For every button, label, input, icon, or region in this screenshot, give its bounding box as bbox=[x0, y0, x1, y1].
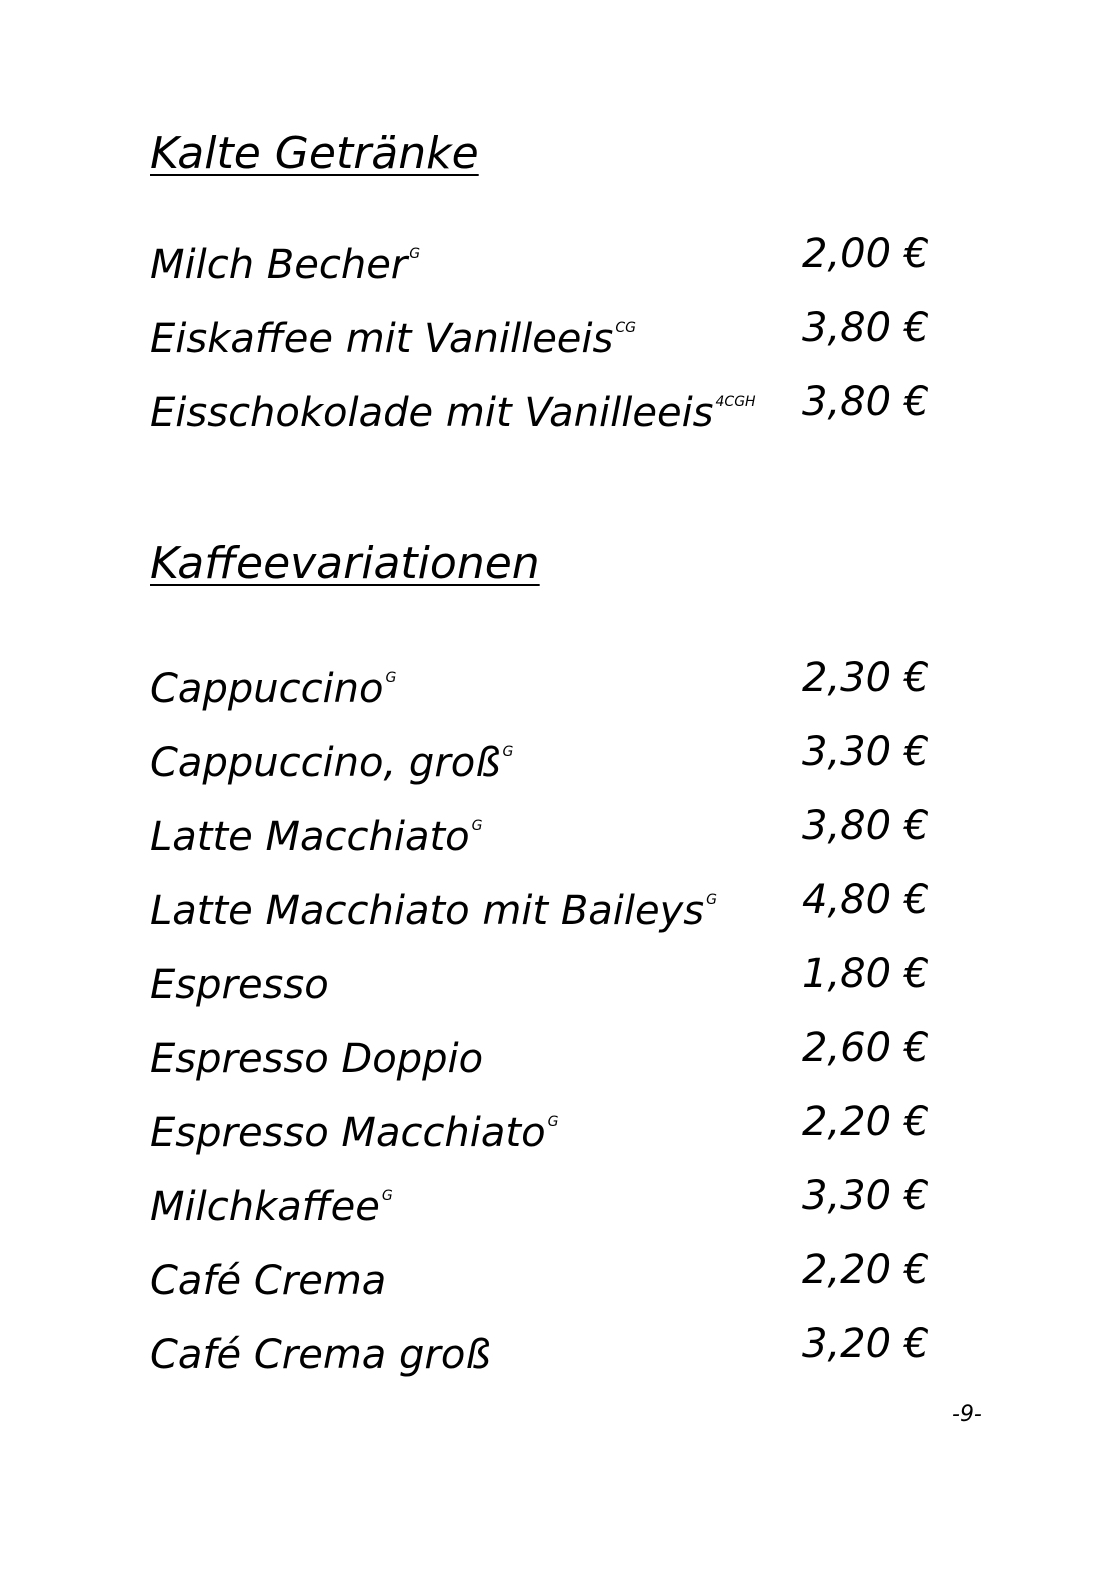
menu-item-name: Eiskaffee mit Vanilleeis $^{CG}$ bbox=[150, 316, 636, 362]
menu-item bbox=[150, 946, 962, 1008]
menu-item bbox=[150, 1168, 962, 1230]
menu-item bbox=[150, 1242, 962, 1304]
menu-item bbox=[150, 226, 962, 288]
menu-item-name: Café Crema bbox=[150, 1258, 387, 1304]
allergen-codes: G bbox=[471, 818, 483, 834]
menu-item-price: 3,30 € bbox=[802, 729, 930, 775]
menu-item bbox=[150, 724, 962, 786]
menu-item bbox=[150, 1316, 962, 1378]
menu-item-price: 4,80 € bbox=[802, 877, 930, 923]
menu-item bbox=[150, 300, 962, 362]
allergen-codes: G bbox=[547, 1114, 559, 1130]
allergen-codes: 4CGH bbox=[715, 394, 756, 410]
menu-item-price: 2,20 € bbox=[802, 1247, 930, 1293]
page-number: -9- bbox=[952, 1402, 982, 1427]
menu-item-price: 2,00 € bbox=[802, 231, 930, 277]
menu-item bbox=[150, 650, 962, 712]
menu-item bbox=[150, 374, 962, 436]
menu-item-name: Milchkaffee $^G$ bbox=[150, 1184, 393, 1230]
section-title-kaffeevariationen: Kaffeevariationen bbox=[150, 538, 540, 589]
menu-item-price: 3,80 € bbox=[802, 379, 930, 425]
allergen-codes: CG bbox=[615, 320, 636, 336]
allergen-codes: G bbox=[706, 892, 717, 908]
menu-item-name: Espresso Doppio bbox=[150, 1036, 484, 1082]
menu-item-price: 1,80 € bbox=[802, 951, 930, 997]
menu-item-name: Latte Macchiato mit Baileys $^G$ bbox=[150, 888, 717, 934]
menu-item-name: Espresso bbox=[150, 962, 329, 1008]
menu-item-name: Milch Becher $^G$ bbox=[150, 242, 421, 288]
menu-item-price: 2,60 € bbox=[802, 1025, 930, 1071]
menu-item-price: 3,20 € bbox=[802, 1321, 930, 1367]
menu-item bbox=[150, 1020, 962, 1082]
menu-item-name: Café Crema groß bbox=[150, 1332, 491, 1378]
allergen-codes: G bbox=[385, 670, 397, 686]
menu-item bbox=[150, 798, 962, 860]
menu-item-name: Cappuccino $^G$ bbox=[150, 666, 397, 712]
menu-item-price: 3,80 € bbox=[802, 305, 930, 351]
menu-item bbox=[150, 872, 962, 934]
allergen-codes: G bbox=[381, 1188, 393, 1204]
section-title-kalte-getraenke: Kalte Getränke bbox=[150, 128, 479, 179]
menu-item-price: 3,80 € bbox=[802, 803, 930, 849]
menu-item-name: Latte Macchiato $^G$ bbox=[150, 814, 483, 860]
menu-item-name: Cappuccino, groß $^G$ bbox=[150, 740, 514, 786]
allergen-codes: G bbox=[502, 744, 514, 760]
menu-item-price: 3,30 € bbox=[802, 1173, 930, 1219]
menu-item bbox=[150, 1094, 962, 1156]
menu-item-name: Espresso Macchiato $^G$ bbox=[150, 1110, 559, 1156]
allergen-codes: G bbox=[409, 246, 421, 262]
menu-item-price: 2,30 € bbox=[802, 655, 930, 701]
menu-item-price: 2,20 € bbox=[802, 1099, 930, 1145]
menu-item-name: Eisschokolade mit Vanilleeis $^{4CGH}$ bbox=[150, 390, 756, 436]
